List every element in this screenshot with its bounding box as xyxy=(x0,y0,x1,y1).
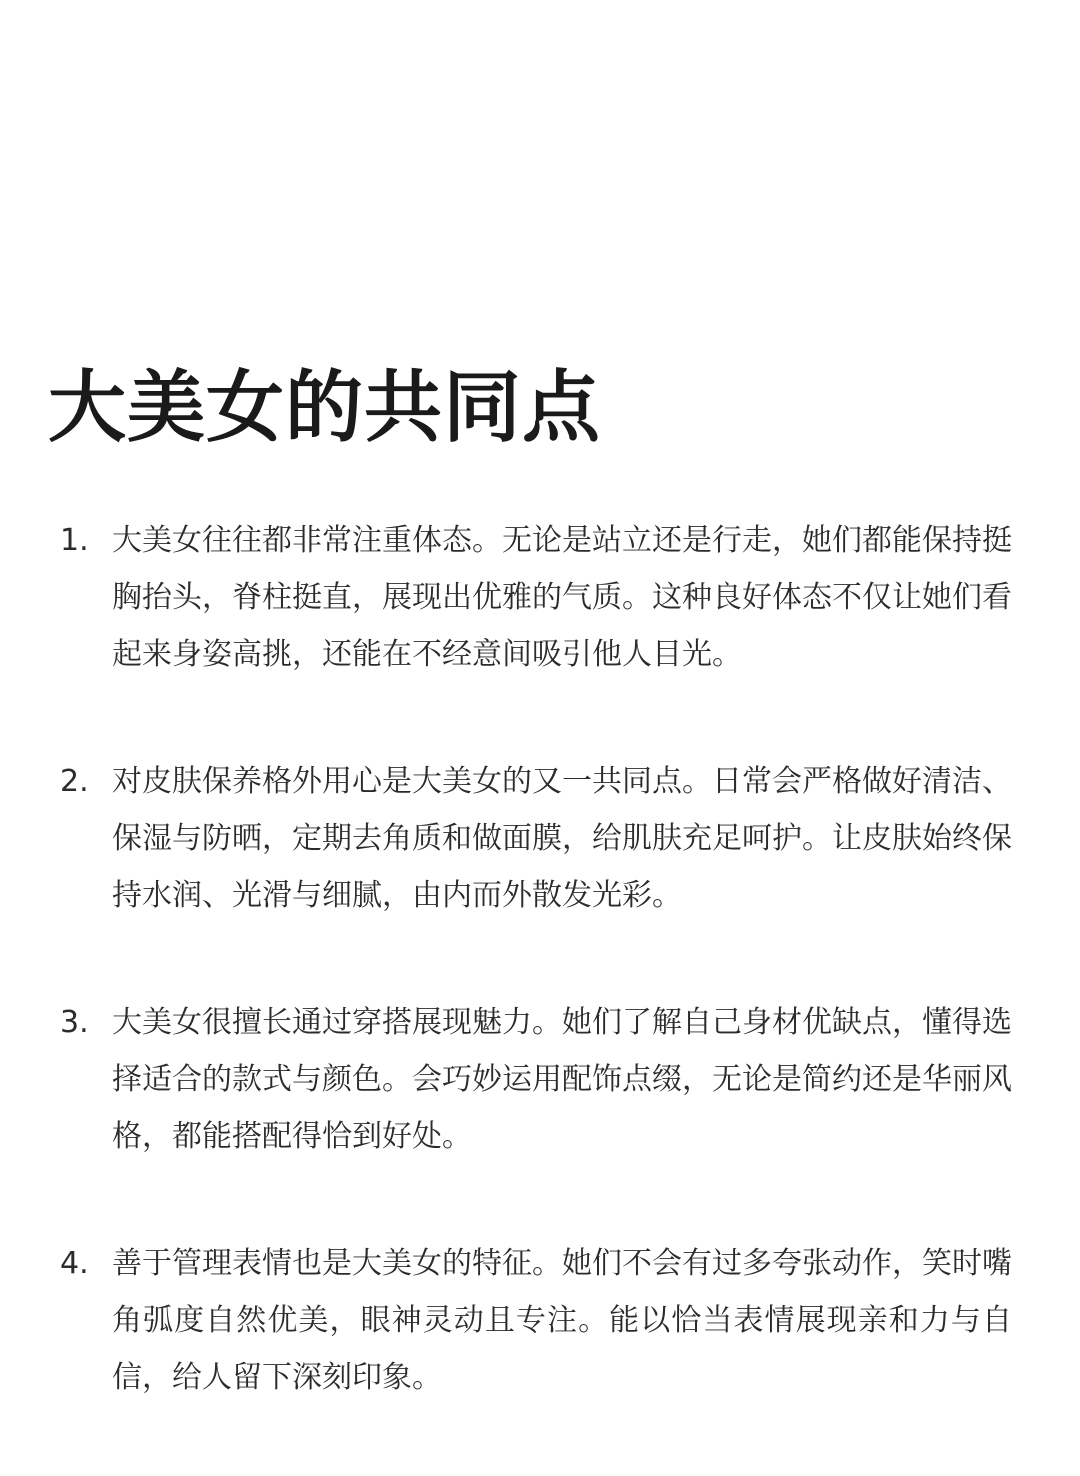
list-item-text: 大美女往往都非常注重体态。无论是站立还是行走，她们都能保持挺胸抬头，脊柱挺直，展现出优雅的气质。这种良好体态不仅让她们看起来身姿高挑，还能在不经意间吸引他人目光。 xyxy=(112,523,1012,672)
list-item-text: 对皮肤保养格外用心是大美女的又一共同点。日常会严格做好清洁、保湿与防晒，定期去角质和做面膜，给肌肤充足呵护。让皮肤始终保持水润、光滑与细腻，由内而外散发光彩。 xyxy=(112,764,1012,913)
list-item-number: 3. xyxy=(60,1005,89,1040)
list-item-text: 大美女很擅长通过穿搭展现魅力。她们了解自己身材优缺点，懂得选择适合的款式与颜色。会巧妙运用配饰点缀，无论是简约还是华丽风格，都能搭配得恰到好处。 xyxy=(112,1005,1012,1154)
list-item-number: 2. xyxy=(60,764,89,799)
list-item-number: 4. xyxy=(60,1246,89,1281)
list-item-number: 1. xyxy=(60,523,89,558)
points-list xyxy=(0,512,1080,1476)
list-item xyxy=(0,1235,1080,1406)
list-item xyxy=(0,512,1080,683)
list-item xyxy=(0,994,1080,1165)
list-item xyxy=(0,753,1080,924)
page-title: 大美女的共同点 xyxy=(48,363,602,453)
list-item-text: 善于管理表情也是大美女的特征。她们不会有过多夸张动作，笑时嘴角弧度自然优美，眼神灵动且专注。能以恰当表情展现亲和力与自信，给人留下深刻印象。 xyxy=(112,1246,1012,1395)
